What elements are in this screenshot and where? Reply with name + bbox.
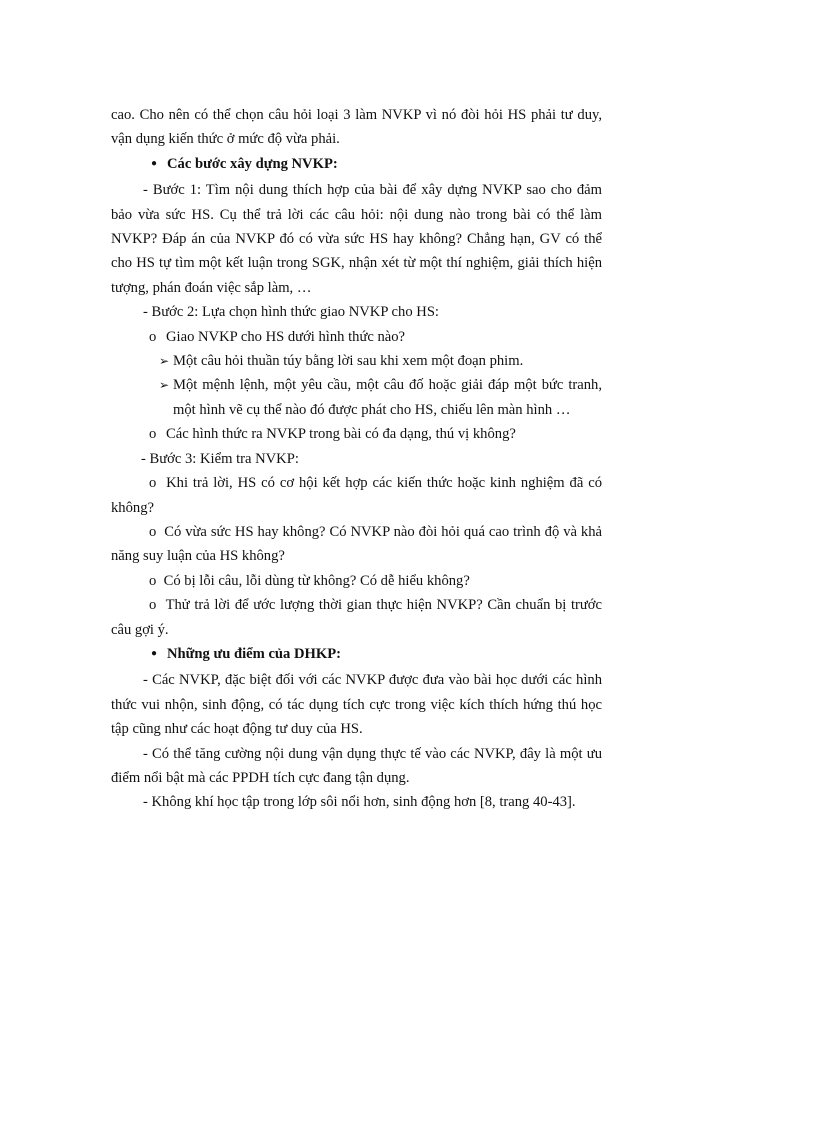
list-item-text: Giao NVKP cho HS dưới hình thức nào?	[166, 328, 406, 345]
advantage-3-paragraph: - Không khí học tập trong lớp sôi nổi hơn, sinh động hơn [8, trang 40-43].	[143, 794, 576, 811]
list-item-text: Một câu hỏi thuần túy bằng lời sau khi xem một đoạn phim.	[173, 353, 524, 370]
list-item	[111, 422, 602, 446]
heading-steps-text: Các bước xây dựng NVKP:	[167, 155, 338, 172]
list-item	[111, 349, 602, 373]
list-item-text: Có bị lỗi câu, lỗi dùng từ không? Có dễ hiểu không?	[163, 572, 470, 589]
paragraph-intro: cao. Cho nên có thể chọn câu hỏi loại 3 làm NVKP vì nó đòi hỏi HS phải tư duy, vận dụng kiến thức ở mức độ vừa phải.	[111, 107, 602, 148]
step-1-paragraph: - Bước 1: Tìm nội dung thích hợp của bài để xây dựng NVKP sao cho đảm bảo vừa sức HS. Cụ thể trả lời các câu hỏi: nội dung nào trong bài có thể làm NVKP? Đáp án của NVKP đó có vừa sức HS hay không? Chẳng hạn, GV có thể cho HS tự tìm một kết luận trong SGK, nhận xét từ một thí nghiệm, giải thích hiện tượng, phán đoán việc sắp làm, …	[111, 182, 602, 296]
list-item-text: Có vừa sức HS hay không? Có NVKP nào đòi hỏi quá cao trình độ và khả năng suy luận của HS không?	[111, 523, 603, 565]
step-2-paragraph: - Bước 2: Lựa chọn hình thức giao NVKP cho HS:	[143, 304, 439, 321]
advantage-1-paragraph: - Các NVKP, đặc biệt đối với các NVKP được đưa vào bài học dưới các hình thức vui nhộn, sinh động, có tác dụng tích cực trong việc kích thích hứng thú học tập cũng như các hoạt động tư duy của HS.	[111, 672, 602, 738]
list-item	[111, 569, 602, 593]
list-item-text: Một mệnh lệnh, một yêu cầu, một câu đố hoặc giải đáp một bức tranh,	[173, 377, 602, 394]
arrow-bullet-icon: ➢	[159, 354, 170, 369]
list-item-continuation: một hình vẽ cụ thể nào đó được phát cho HS, chiếu lên màn hình …	[173, 401, 571, 418]
circle-bullet-icon: o	[149, 426, 157, 443]
list-item	[111, 520, 602, 569]
circle-bullet-icon: o	[149, 572, 157, 589]
heading-advantages	[111, 642, 602, 668]
step-3-paragraph: - Bước 3: Kiểm tra NVKP:	[141, 450, 299, 467]
circle-bullet-icon: o	[149, 475, 157, 492]
list-item-text: Thử trả lời để ước lượng thời gian thực hiện NVKP? Cần chuẩn bị trước câu gợi ý.	[111, 597, 603, 638]
list-item	[111, 471, 602, 520]
circle-bullet-icon: o	[149, 597, 157, 614]
heading-advantages-text: Những ưu điểm của DHKP:	[167, 645, 342, 662]
list-item-text: Khi trả lời, HS có cơ hội kết hợp các kiến thức hoặc kinh nghiệm đã có không?	[111, 475, 602, 516]
page-body	[111, 103, 602, 815]
advantage-2-paragraph: - Có thể tăng cường nội dung vận dụng thực tế vào các NVKP, đây là một ưu điểm nổi bật mà các PPDH tích cực đang tận dụng.	[111, 745, 602, 786]
list-item	[111, 325, 602, 349]
circle-bullet-icon: o	[149, 328, 157, 345]
bullet-icon: ●	[151, 157, 158, 169]
circle-bullet-icon: o	[149, 523, 157, 540]
list-item	[111, 593, 602, 642]
heading-steps	[111, 152, 602, 178]
bullet-icon: ●	[151, 647, 158, 659]
list-item-text: Các hình thức ra NVKP trong bài có đa dạng, thú vị không?	[166, 426, 516, 443]
arrow-bullet-icon: ➢	[159, 378, 170, 393]
list-item	[111, 373, 602, 397]
